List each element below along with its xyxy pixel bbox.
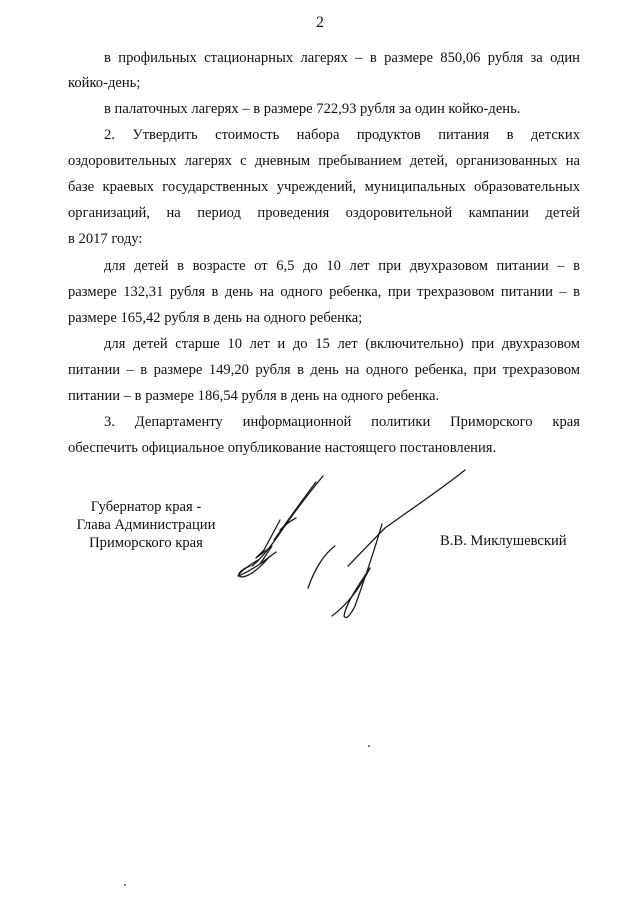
text-line: 3. Департаменту информационной политики Приморского края [104, 414, 580, 430]
text-line: организаций, на период проведения оздоровительной кампании детей [68, 205, 580, 221]
text-line: для детей старше 10 лет и до 15 лет (включительно) при двухразовом [104, 336, 580, 352]
scan-speck [368, 745, 370, 747]
text-line: в профильных стационарных лагерях – в размере 850,06 рубля за один [104, 50, 580, 66]
signatory-title-line: Глава Администрации [76, 517, 216, 533]
text-line: размере 132,31 рубля в день на одного ребенка, при трехразовом питании – в [68, 284, 580, 300]
text-line: питании – в размере 149,20 рубля в день на одного ребенка, при трехразовом [68, 362, 580, 378]
text-line: в палаточных лагерях – в размере 722,93 рубля за один койко-день. [104, 101, 521, 117]
signatory-title-line: Приморского края [89, 535, 203, 551]
text-line: обеспечить официальное опубликование настоящего постановления. [68, 440, 497, 456]
page-number: 2 [316, 14, 324, 31]
text-line: размере 165,42 рубля в день на одного ребенка; [68, 310, 363, 326]
text-line: оздоровительных лагерях с дневным пребыванием детей, организованных на [68, 153, 580, 169]
text-line: койко-день; [68, 75, 141, 91]
text-line: в 2017 году: [68, 231, 143, 247]
scan-speck [124, 884, 126, 886]
text-line: 2. Утвердить стоимость набора продуктов питания в детских [104, 127, 580, 143]
signatory-name: В.В. Миклушевский [440, 533, 567, 549]
text-line: для детей в возрасте от 6,5 до 10 лет при двухразовом питании – в [104, 258, 580, 274]
signatory-title-line: Губернатор края - [90, 499, 202, 515]
text-line: базе краевых государственных учреждений, муниципальных образовательных [68, 179, 580, 195]
text-line: питании – в размере 186,54 рубля в день на одного ребенка. [68, 388, 440, 404]
